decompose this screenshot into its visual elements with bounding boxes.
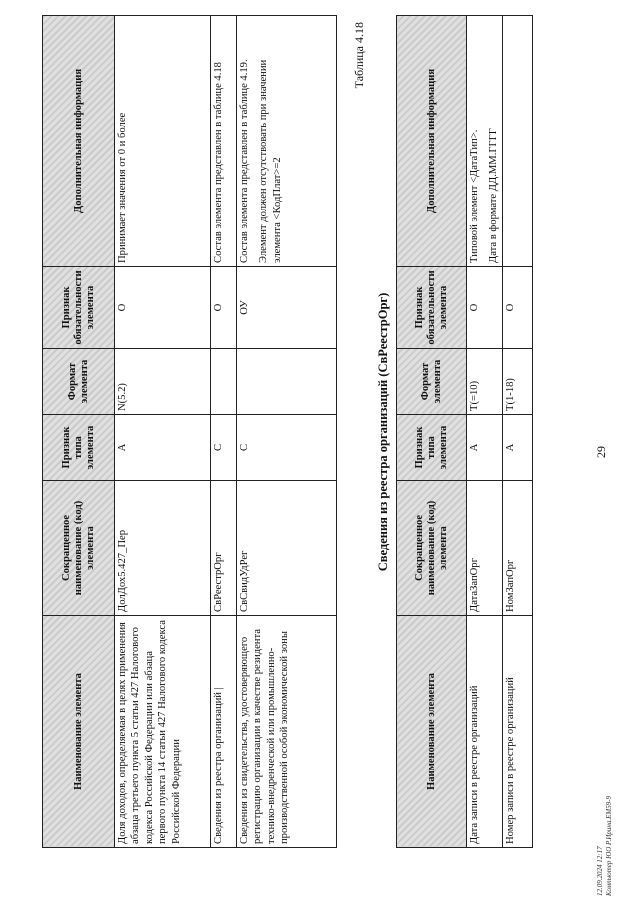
cell-type: А <box>467 415 503 481</box>
info-paragraph: Типовой элемент <ДатаТип>. <box>469 129 480 263</box>
stamp-sign: Компьютер ЮО Р.Ирина.ЕМ59-9 <box>605 795 613 896</box>
cell-info <box>211 16 237 267</box>
cell-info <box>237 16 337 267</box>
table-caption: Таблица 4.18 <box>352 22 366 89</box>
registry-table-body <box>467 16 533 848</box>
cell-type: С <box>211 415 237 481</box>
cell-name: Доля доходов, определяемая в целях применения абзаца третьего пункта 5 статьи 427 Налогового кодекса Российской Федерации или абзаца первого пункта 14 статьи 427 Налогового кодекса Российской Федерации <box>115 616 211 848</box>
column-header-required: Признак обязательности элемента <box>397 267 467 349</box>
elements-table <box>42 15 337 848</box>
cell-required: О <box>502 267 532 349</box>
table-row <box>211 16 237 848</box>
column-header-code: Сокращенное наименование (код) элемента <box>397 481 467 616</box>
column-header-info: Дополнительная информация <box>43 16 115 267</box>
cell-info <box>502 16 532 267</box>
cell-info <box>115 16 211 267</box>
column-header-required: Признак обязательности элемента <box>43 267 115 349</box>
signature-stamp <box>596 796 614 896</box>
table-row <box>502 16 532 848</box>
cell-code: ДолДох5.427_Пер <box>115 481 211 616</box>
column-header-format: Формат элемента <box>397 349 467 415</box>
column-header-type: Признак типа элемента <box>397 415 467 481</box>
cell-name: Сведения из свидетельства, удостоверяющего регистрацию организации в качестве резидента технико-внедренческой или промышленно-производственной особой экономической зоны <box>237 616 337 848</box>
cell-type: А <box>502 415 532 481</box>
cell-required: О <box>211 267 237 349</box>
cell-name: Номер записи в реестре организаций <box>502 616 532 848</box>
column-header-info: Дополнительная информация <box>397 16 467 267</box>
column-header-name: Наименование элемента <box>397 616 467 848</box>
cell-required: О <box>467 267 503 349</box>
cell-code: ДатаЗапОрг <box>467 481 503 616</box>
cell-type: С <box>237 415 337 481</box>
registry-table <box>396 15 533 848</box>
cell-info <box>467 16 503 267</box>
column-header-code: Сокращенное наименование (код) элемента <box>43 481 115 616</box>
cell-type: А <box>115 415 211 481</box>
cell-format <box>237 349 337 415</box>
column-header-type: Признак типа элемента <box>43 415 115 481</box>
table-row <box>467 16 503 848</box>
cell-format <box>211 349 237 415</box>
cell-name: Дата записи в реестре организаций <box>467 616 503 848</box>
info-paragraph: Дата в формате ДД.ММ.ГГГГ <box>488 128 500 263</box>
column-header-format: Формат элемента <box>43 349 115 415</box>
elements-table-body <box>115 16 337 848</box>
table-header-row <box>397 16 467 848</box>
info-paragraph: Принимает значения от 0 и более <box>117 112 128 263</box>
info-paragraph: Состав элемента представлен в таблице 4.19. <box>239 59 250 263</box>
info-paragraph: Состав элемента представлен в таблице 4.18 <box>213 62 224 263</box>
cell-name: Сведения из реестра организаций | <box>211 616 237 848</box>
section-title: Сведения из реестра организаций (СвРеестрОрг) <box>376 292 390 572</box>
cell-format: T(1-18) <box>502 349 532 415</box>
cell-code: СвРеестрОрг <box>211 481 237 616</box>
info-paragraph: Элемент должен отсутствовать при значении элемента <КодПлат>=2 <box>258 59 283 263</box>
cell-code: НомЗапОрг <box>502 481 532 616</box>
cell-format: T(=10) <box>467 349 503 415</box>
stamp-date: 12.09.2024 12:17 <box>596 846 604 896</box>
table-row <box>115 16 211 848</box>
page-number: 29 <box>594 446 608 458</box>
cell-format: N(5.2) <box>115 349 211 415</box>
column-header-name: Наименование элемента <box>43 616 115 848</box>
cell-required: О <box>115 267 211 349</box>
cell-code: СвСвидУдРег <box>237 481 337 616</box>
table-row <box>237 16 337 848</box>
cell-required: ОУ <box>237 267 337 349</box>
table-header-row <box>43 16 115 848</box>
